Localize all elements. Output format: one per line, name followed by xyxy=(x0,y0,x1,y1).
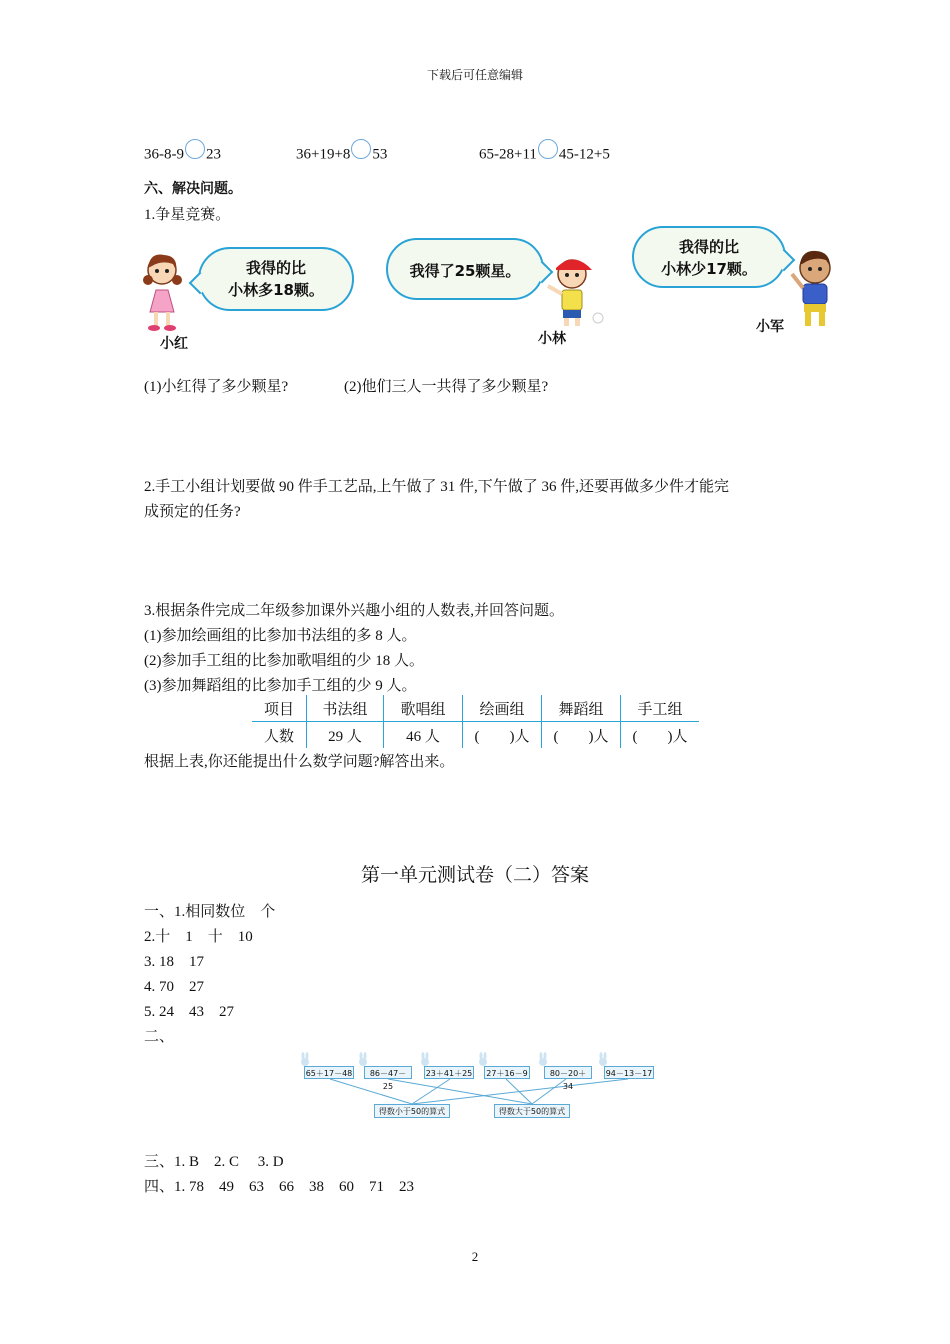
compare-item-2 xyxy=(296,145,387,165)
rabbit-icon xyxy=(476,1052,490,1066)
rabbit-icon xyxy=(356,1052,370,1066)
result-box-less: 得数小于50的算式 xyxy=(374,1104,450,1118)
table-cell-blank[interactable]: ( )人 xyxy=(632,728,688,745)
speech-bubble-xiaojun xyxy=(632,226,786,288)
name-xiaojun: 小军 xyxy=(756,319,784,335)
boy-xiaojun-icon xyxy=(788,248,842,330)
table-cell: 绘画组 xyxy=(463,695,542,722)
problem-title: 1.争星竞赛。 xyxy=(144,207,231,223)
answer-line: 二、 xyxy=(144,1029,175,1045)
problem-3-intro: 3.根据条件完成二年级参加课外兴趣小组的人数表,并回答问题。 xyxy=(144,603,565,619)
expression-box: 23＋41＋25 xyxy=(424,1066,474,1079)
answer-line: 四、1. 78 49 63 66 38 60 71 23 xyxy=(144,1179,415,1195)
table-row xyxy=(252,695,699,722)
name-xiaohong: 小红 xyxy=(160,336,188,352)
expression-box: 27＋16－9 xyxy=(484,1066,530,1079)
table-cell: 29 人 xyxy=(307,722,384,749)
answer-line: 4. 70 27 xyxy=(144,979,205,995)
interest-group-table xyxy=(252,695,699,748)
compare-left: 65-28+11 xyxy=(479,146,537,163)
page-number: 2 xyxy=(471,1249,479,1264)
table-cell: 歌唱组 xyxy=(384,695,463,722)
compare-left: 36-8-9 xyxy=(144,146,184,163)
bubble-line: 我得的比 xyxy=(245,259,306,277)
question-2: (2)他们三人一共得了多少颗星? xyxy=(344,379,549,395)
table-cell: 手工组 xyxy=(621,695,700,722)
rabbit-icon xyxy=(596,1052,610,1066)
answers-title: 第一单元测试卷（二）答案 xyxy=(360,865,589,886)
compare-item-3 xyxy=(479,145,610,165)
problem-2-line-2: 成预定的任务? xyxy=(144,504,241,520)
rabbit-icon xyxy=(418,1052,432,1066)
expression-box: 80－20＋34 xyxy=(544,1066,592,1079)
compare-left: 36+19+8 xyxy=(296,146,351,163)
section-title: 六、解决问题。 xyxy=(144,181,242,197)
condition-3: (3)参加舞蹈组的比参加手工组的少 9 人。 xyxy=(144,678,417,694)
speech-bubble-xiaohong xyxy=(198,247,354,311)
boy-xiaolin-icon xyxy=(540,254,604,330)
expression-box: 65＋17－48 xyxy=(304,1066,354,1079)
bubble-line: 我得的比 xyxy=(678,238,739,256)
bubble-line: 小林多18颗。 xyxy=(228,281,324,299)
problem-2-line-1: 2.手工小组计划要做 90 件手工艺品,上午做了 31 件,下午做了 36 件,还要再做多少件才能完 xyxy=(144,479,730,495)
problem-3-followup: 根据上表,你还能提出什么数学问题?解答出来。 xyxy=(144,754,455,770)
rabbit-icon xyxy=(536,1052,550,1066)
name-xiaolin: 小林 xyxy=(538,331,566,347)
girl-icon xyxy=(140,252,186,332)
compare-right: 53 xyxy=(372,146,388,163)
page-header: 下载后可任意编辑 xyxy=(426,68,523,82)
answer-line: 5. 24 43 27 xyxy=(144,1004,235,1020)
table-cell: 人数 xyxy=(252,722,307,749)
speech-bubble-xiaolin xyxy=(386,238,544,300)
rabbit-icon xyxy=(298,1052,312,1066)
answer-line: 三、1. B 2. C 3. D xyxy=(144,1154,284,1170)
table-cell: 46 人 xyxy=(384,722,463,749)
compare-circle[interactable] xyxy=(351,139,371,159)
compare-right: 45-12+5 xyxy=(558,146,610,163)
bubble-line: 我得了25颗星。 xyxy=(409,262,521,280)
compare-item-1 xyxy=(144,145,221,165)
table-cell: 书法组 xyxy=(307,695,384,722)
answer-line: 一、1.相同数位 个 xyxy=(144,904,276,920)
question-1: (1)小红得了多少颗星? xyxy=(144,379,289,395)
result-box-more: 得数大于50的算式 xyxy=(494,1104,570,1118)
table-cell: 舞蹈组 xyxy=(542,695,621,722)
answer-line: 2.十 1 十 10 xyxy=(144,929,253,945)
table-cell-blank[interactable]: ( )人 xyxy=(542,722,621,749)
compare-circle[interactable] xyxy=(538,139,558,159)
expression-box: 86－47－25 xyxy=(364,1066,412,1079)
table-cell-blank[interactable]: ( )人 xyxy=(463,722,542,749)
table-cell: 项目 xyxy=(252,695,307,722)
condition-1: (1)参加绘画组的比参加书法组的多 8 人。 xyxy=(144,628,417,644)
table-row xyxy=(252,722,699,749)
expression-box: 94－13－17 xyxy=(604,1066,654,1079)
condition-2: (2)参加手工组的比参加歌唱组的少 18 人。 xyxy=(144,653,424,669)
compare-circle[interactable] xyxy=(185,139,205,159)
compare-right: 23 xyxy=(206,146,221,163)
bubble-line: 小林少17颗。 xyxy=(661,260,757,278)
answer-line: 3. 18 17 xyxy=(144,954,205,970)
